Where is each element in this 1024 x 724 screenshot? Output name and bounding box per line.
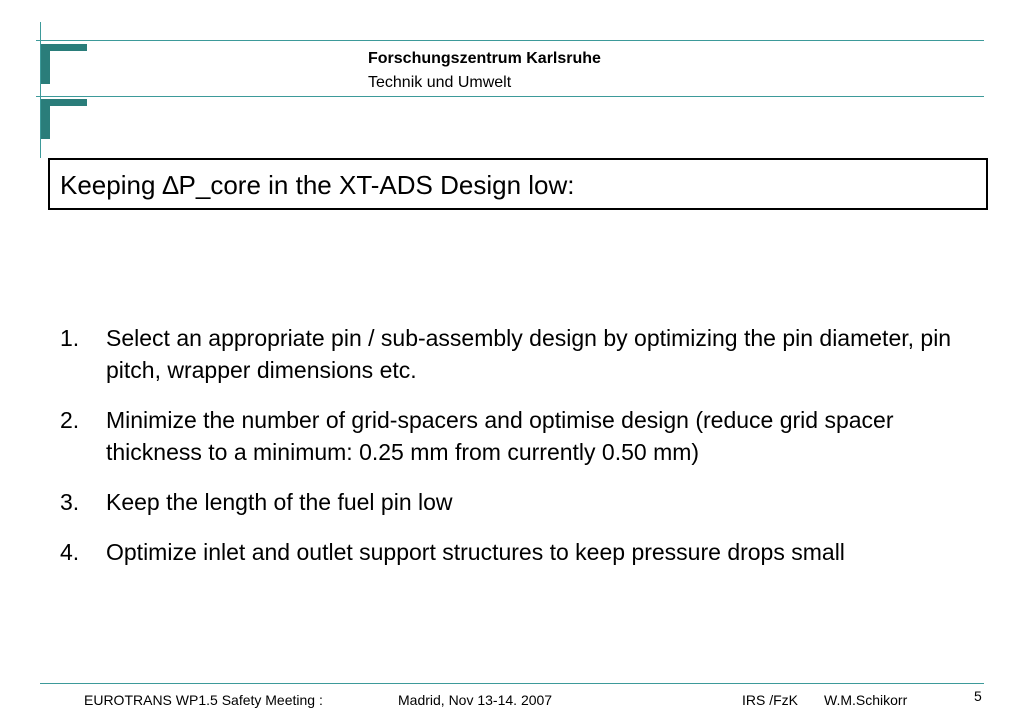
list-item-number: 4.	[60, 539, 80, 565]
list-item-number: 3.	[60, 489, 80, 515]
footer-location-date: Madrid, Nov 13-14. 2007	[398, 692, 553, 708]
list-item-number: 2.	[60, 407, 80, 433]
org-department: Technik und Umwelt	[368, 74, 512, 91]
footer-institute: IRS /FzK	[742, 692, 799, 708]
footer-rule	[40, 683, 984, 684]
list-item	[60, 486, 980, 518]
page-number: 5	[974, 688, 982, 704]
list-item-text: Select an appropriate pin / sub-assembly design by optimizing the pin diameter, pin pitch, wrapper dimensions etc.	[106, 325, 952, 383]
list-item-number: 1.	[60, 325, 80, 351]
list-item-text: Keep the length of the fuel pin low	[106, 489, 453, 515]
list-item	[60, 404, 980, 468]
list-item	[60, 322, 980, 386]
slide-title-box	[48, 158, 988, 210]
list-item	[60, 536, 980, 568]
footer-meeting: EUROTRANS WP1.5 Safety Meeting :	[84, 692, 323, 708]
header-rule-bottom	[36, 96, 984, 97]
list-item-text: Minimize the number of grid-spacers and optimise design (reduce grid spacer thickness to a minimum: 0.25 mm from currently 0.50 mm)	[106, 407, 894, 465]
measures-list	[60, 322, 980, 586]
footer-author: W.M.Schikorr	[824, 692, 908, 708]
list-item-text: Optimize inlet and outlet support structures to keep pressure drops small	[106, 539, 845, 565]
slide-title: Keeping ∆P_core in the XT-ADS Design low:	[60, 170, 575, 200]
header-rule-top	[36, 40, 984, 41]
org-name: Forschungszentrum Karlsruhe	[368, 50, 601, 67]
